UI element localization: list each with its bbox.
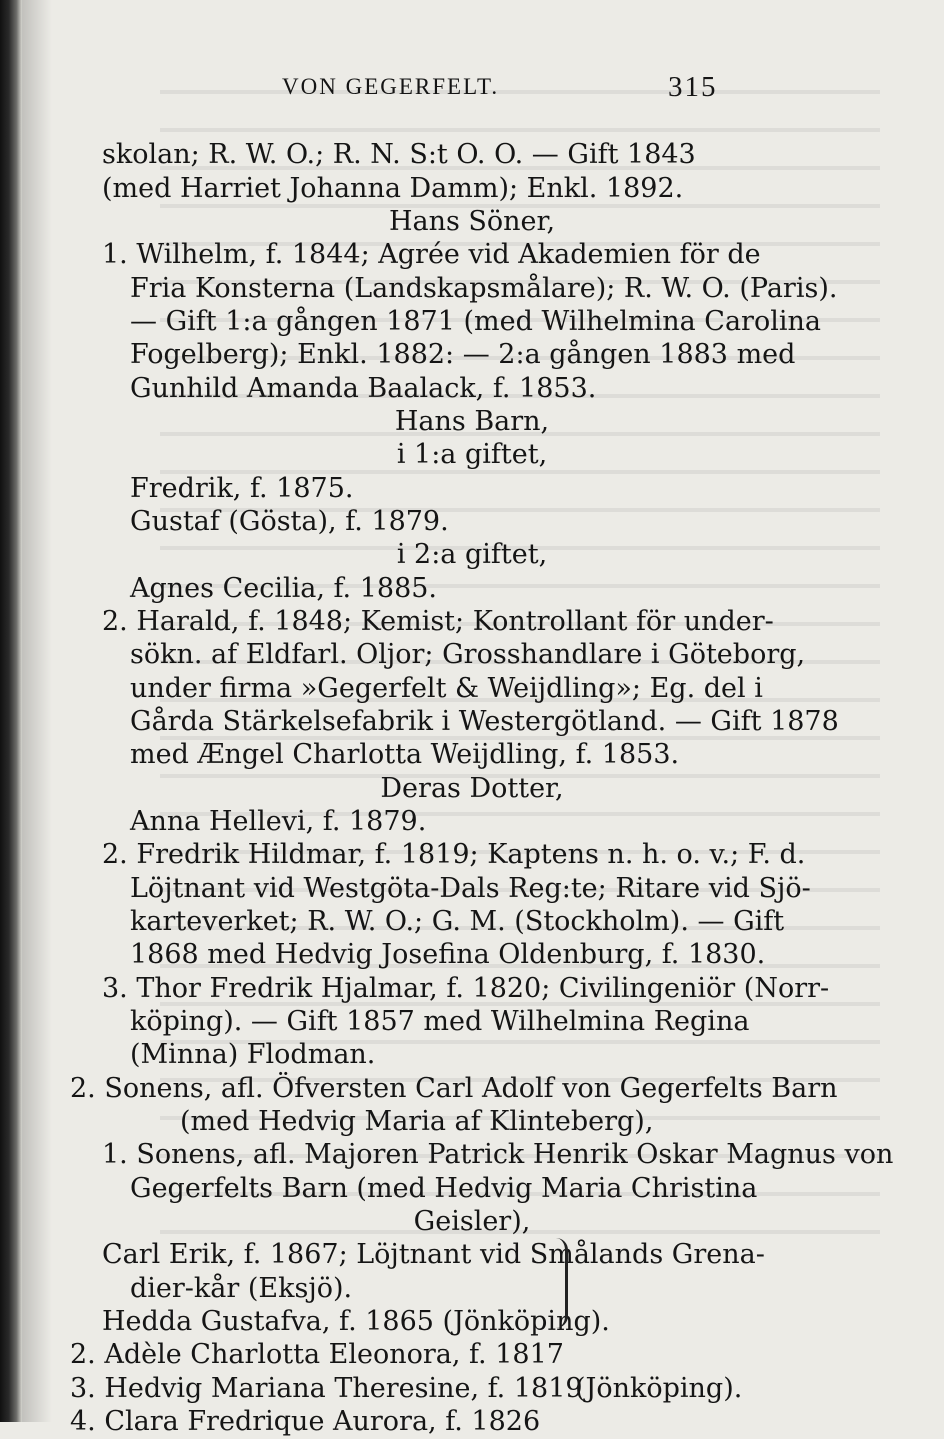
page-number: 315 (668, 71, 718, 103)
text-line: Fogelberg); Enkl. 1882: — 2:a gången 1883 med (130, 339, 796, 370)
text-line: 2. Adèle Charlotta Eleonora, f. 1817 (70, 1339, 564, 1370)
section-heading: Deras Dotter, (380, 773, 564, 804)
text-line: Carl Erik, f. 1867; Löjtnant vid Smålands Grena- (102, 1239, 765, 1270)
text-line: dier-kår (Eksjö). (130, 1273, 353, 1304)
text-line: Löjtnant vid Westgöta-Dals Reg:te; Ritare vid Sjö- (130, 873, 811, 904)
text-line: Hedda Gustafva, f. 1865 (Jönköping). (102, 1306, 610, 1337)
text-line: Gustaf (Gösta), f. 1879. (130, 506, 449, 537)
text-line: Fria Konsterna (Landskapsmålare); R. W. O. (Paris). (130, 273, 838, 304)
text-line: 2. Fredrik Hildmar, f. 1819; Kaptens n. h. o. v.; F. d. (102, 839, 806, 870)
text-line: 3. Hedvig Mariana Theresine, f. 1819 (70, 1373, 583, 1404)
text-line: (Minna) Flodman. (130, 1039, 376, 1070)
text-line: under firma »Gegerfelt & Weijdling»; Eg. del i (130, 673, 763, 704)
grouping-brace (547, 1238, 568, 1328)
text-line: Anna Hellevi, f. 1879. (130, 806, 427, 837)
text-line: karteverket; R. W. O.; G. M. (Stockholm). — Gift (130, 906, 785, 937)
text-line: sökn. af Eldfarl. Oljor; Grosshandlare i Göteborg, (130, 639, 806, 670)
section-heading: Hans Barn, (394, 406, 550, 437)
section-heading: i 1:a giftet, (396, 439, 548, 470)
text-line: (med Harriet Johanna Damm); Enkl. 1892. (102, 173, 684, 204)
section-heading: i 2:a giftet, (396, 539, 548, 570)
text-line: (med Hedvig Maria af Klinteberg), (180, 1106, 654, 1137)
place-note: (Jönköping). (575, 1373, 743, 1404)
text-line: 2. Harald, f. 1848; Kemist; Kontrollant för under- (102, 606, 774, 637)
section-heading: Geisler), (413, 1206, 531, 1237)
text-line: skolan; R. W. O.; R. N. S:t O. O. — Gift 1843 (102, 139, 696, 170)
running-header: VON GEGERFELT. (282, 74, 500, 99)
text-line: Agnes Cecilia, f. 1885. (130, 573, 438, 604)
text-line: 3. Thor Fredrik Hjalmar, f. 1820; Civilingeniör (Norr- (102, 973, 830, 1004)
text-line: Gegerfelts Barn (med Hedvig Maria Christina (130, 1173, 758, 1204)
text-line: Fredrik, f. 1875. (130, 473, 354, 504)
text-line: 1. Wilhelm, f. 1844; Agrée vid Akademien för de (102, 239, 761, 270)
text-line: 1. Sonens, afl. Majoren Patrick Henrik Oskar Magnus von (102, 1139, 894, 1170)
text-line: med Ængel Charlotta Weijdling, f. 1853. (130, 739, 680, 770)
section-heading: Hans Söner, (388, 206, 556, 237)
text-line: Gårda Stärkelsefabrik i Westergötland. — Gift 1878 (130, 706, 839, 737)
text-line: 1868 med Hedvig Josefina Oldenburg, f. 1830. (130, 939, 766, 970)
text-line: 2. Sonens, afl. Öfversten Carl Adolf von Gegerfelts Barn (70, 1073, 838, 1104)
text-line: Gunhild Amanda Baalack, f. 1853. (130, 373, 597, 404)
text-line: — Gift 1:a gången 1871 (med Wilhelmina Carolina (130, 306, 821, 337)
text-line: 4. Clara Fredrique Aurora, f. 1826 (70, 1406, 541, 1437)
text-line: köping). — Gift 1857 med Wilhelmina Regina (130, 1006, 750, 1037)
